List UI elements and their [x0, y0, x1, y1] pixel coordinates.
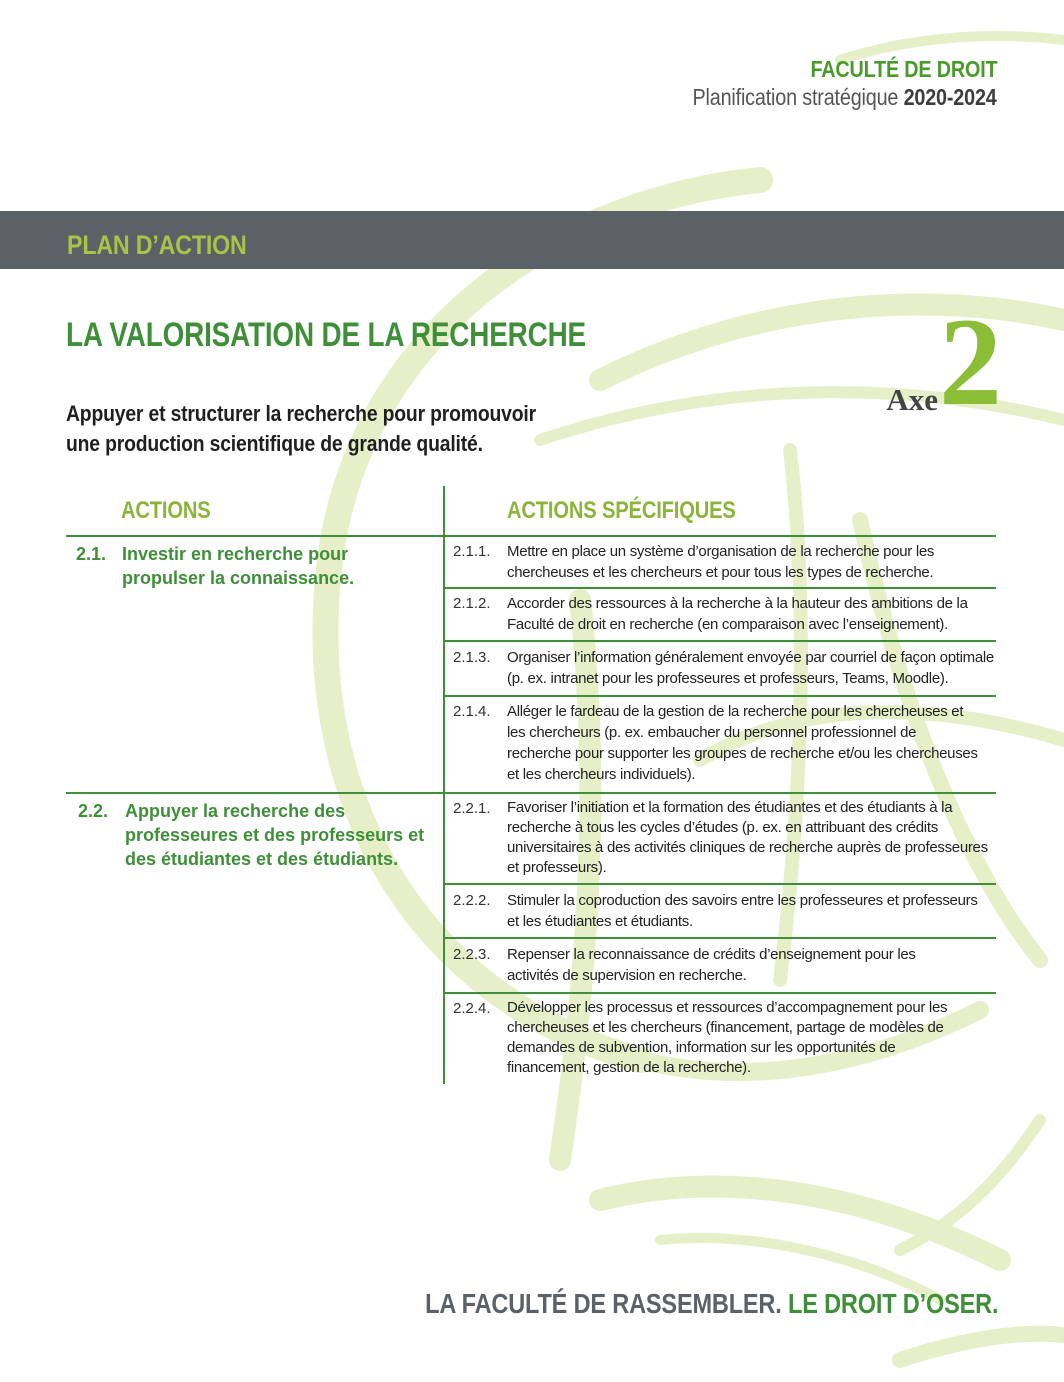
axe-number: 2 — [939, 293, 1002, 432]
slogan-part-2: LE DROIT D’OSER. — [787, 1288, 998, 1319]
column-divider — [443, 486, 445, 1084]
specific-number: 2.1.3. — [453, 649, 491, 666]
specific-line: Alléger le fardeau de la gestion de la recherche pour les chercheuses et — [507, 703, 964, 720]
specific-line: Accorder des ressources à la recherche à la hauteur des ambitions de la — [507, 595, 968, 612]
specific-text — [507, 647, 994, 689]
specific-line: les chercheurs (p. ex. embaucher du personnel professionnel de — [507, 724, 917, 741]
specific-line: demandes de subvention, information sur les opportunités de — [507, 1039, 896, 1056]
action-text — [125, 799, 424, 871]
specific-line: Faculté de droit en recherche (en comparaison avec l’enseignement). — [507, 616, 948, 633]
band-label: PLAN D’ACTION — [67, 230, 247, 260]
specific-line: Stimuler la coproduction des savoirs entre les professeures et professeurs — [507, 892, 978, 909]
specific-line: et professeurs). — [507, 859, 607, 876]
row-divider — [445, 992, 996, 994]
action-line: propulser la connaissance. — [122, 568, 355, 588]
row-divider — [445, 883, 996, 885]
action-number: 2.2. — [78, 801, 109, 821]
specific-number: 2.2.4. — [453, 1000, 491, 1017]
specific-number: 2.1.4. — [453, 703, 491, 720]
subtitle-line: une production scientifique de grande qualité. — [66, 431, 483, 456]
specific-text — [507, 541, 934, 583]
row-divider — [66, 792, 996, 794]
action-line: des étudiantes et des étudiants. — [125, 849, 399, 869]
specific-line: Développer les processus et ressources d’accompagnement pour les — [507, 999, 948, 1016]
specific-text — [507, 798, 988, 878]
action-number: 2.1. — [76, 544, 107, 564]
specific-line: universitaires à des activités cliniques de recherche auprès de professeures — [507, 839, 988, 856]
row-divider — [66, 535, 996, 537]
specific-line: et les chercheurs individuels). — [507, 766, 696, 783]
specific-text — [507, 890, 978, 932]
row-divider — [445, 587, 996, 589]
plan-heading — [693, 84, 997, 111]
row-divider — [445, 640, 996, 642]
subtitle-line: Appuyer et structurer la recherche pour promouvoir — [66, 401, 536, 426]
action-line: professeures et des professeurs et — [125, 825, 425, 845]
specific-line: chercheuses et les chercheurs (financement, partage de modèles de — [507, 1019, 944, 1036]
faculty-name: FACULTÉ DE DROIT — [810, 56, 997, 82]
footer-slogan — [425, 1288, 998, 1320]
specific-line: recherche à tous les cycles d’études (p. ex. en attribuant des crédits — [507, 819, 938, 836]
column-header-actions: ACTIONS — [121, 497, 211, 524]
specific-line: recherche pour supporter les groupes de recherche et/ou les chercheuses — [507, 745, 978, 762]
column-header-specific: ACTIONS SPÉCIFIQUES — [507, 497, 736, 524]
specific-number: 2.2.1. — [453, 800, 491, 817]
row-divider — [445, 937, 996, 939]
specific-number: 2.2.3. — [453, 946, 491, 963]
specific-line: Favoriser l’initiation et la formation des étudiantes et des étudiants à la — [507, 799, 953, 816]
specific-line: activités de supervision en recherche. — [507, 967, 747, 984]
specific-text — [507, 593, 968, 635]
row-divider — [445, 695, 996, 697]
specific-number: 2.1.1. — [453, 543, 491, 560]
plan-prefix: Planification stratégique — [692, 84, 899, 110]
specific-line: financement, gestion de la recherche). — [507, 1059, 751, 1076]
specific-text — [507, 944, 916, 986]
action-text — [122, 542, 354, 590]
specific-number: 2.2.2. — [453, 892, 491, 909]
action-line: Appuyer la recherche des — [125, 801, 346, 821]
specific-line: et les étudiantes et étudiants. — [507, 913, 693, 930]
plan-years: 2020-2024 — [903, 84, 997, 110]
action-line: Investir en recherche pour — [122, 544, 349, 564]
specific-text — [507, 998, 947, 1078]
specific-line: chercheuses et les chercheurs et pour tous les types de recherche. — [507, 564, 934, 581]
specific-line: Mettre en place un système d’organisation de la recherche pour les — [507, 543, 935, 560]
specific-number: 2.1.2. — [453, 595, 491, 612]
section-title: LA VALORISATION DE LA RECHERCHE — [66, 316, 586, 354]
axe-label: Axe — [886, 382, 938, 417]
section-subtitle — [66, 399, 536, 459]
specific-line: Repenser la reconnaissance de crédits d’enseignement pour les — [507, 946, 916, 963]
specific-line: Organiser l’information généralement envoyée par courriel de façon optimale — [507, 649, 994, 666]
slogan-part-1: LA FACULTÉ DE RASSEMBLER. — [424, 1288, 782, 1319]
specific-text — [507, 701, 978, 785]
specific-line: (p. ex. intranet pour les professeures et professeurs, Teams, Moodle). — [507, 670, 949, 687]
